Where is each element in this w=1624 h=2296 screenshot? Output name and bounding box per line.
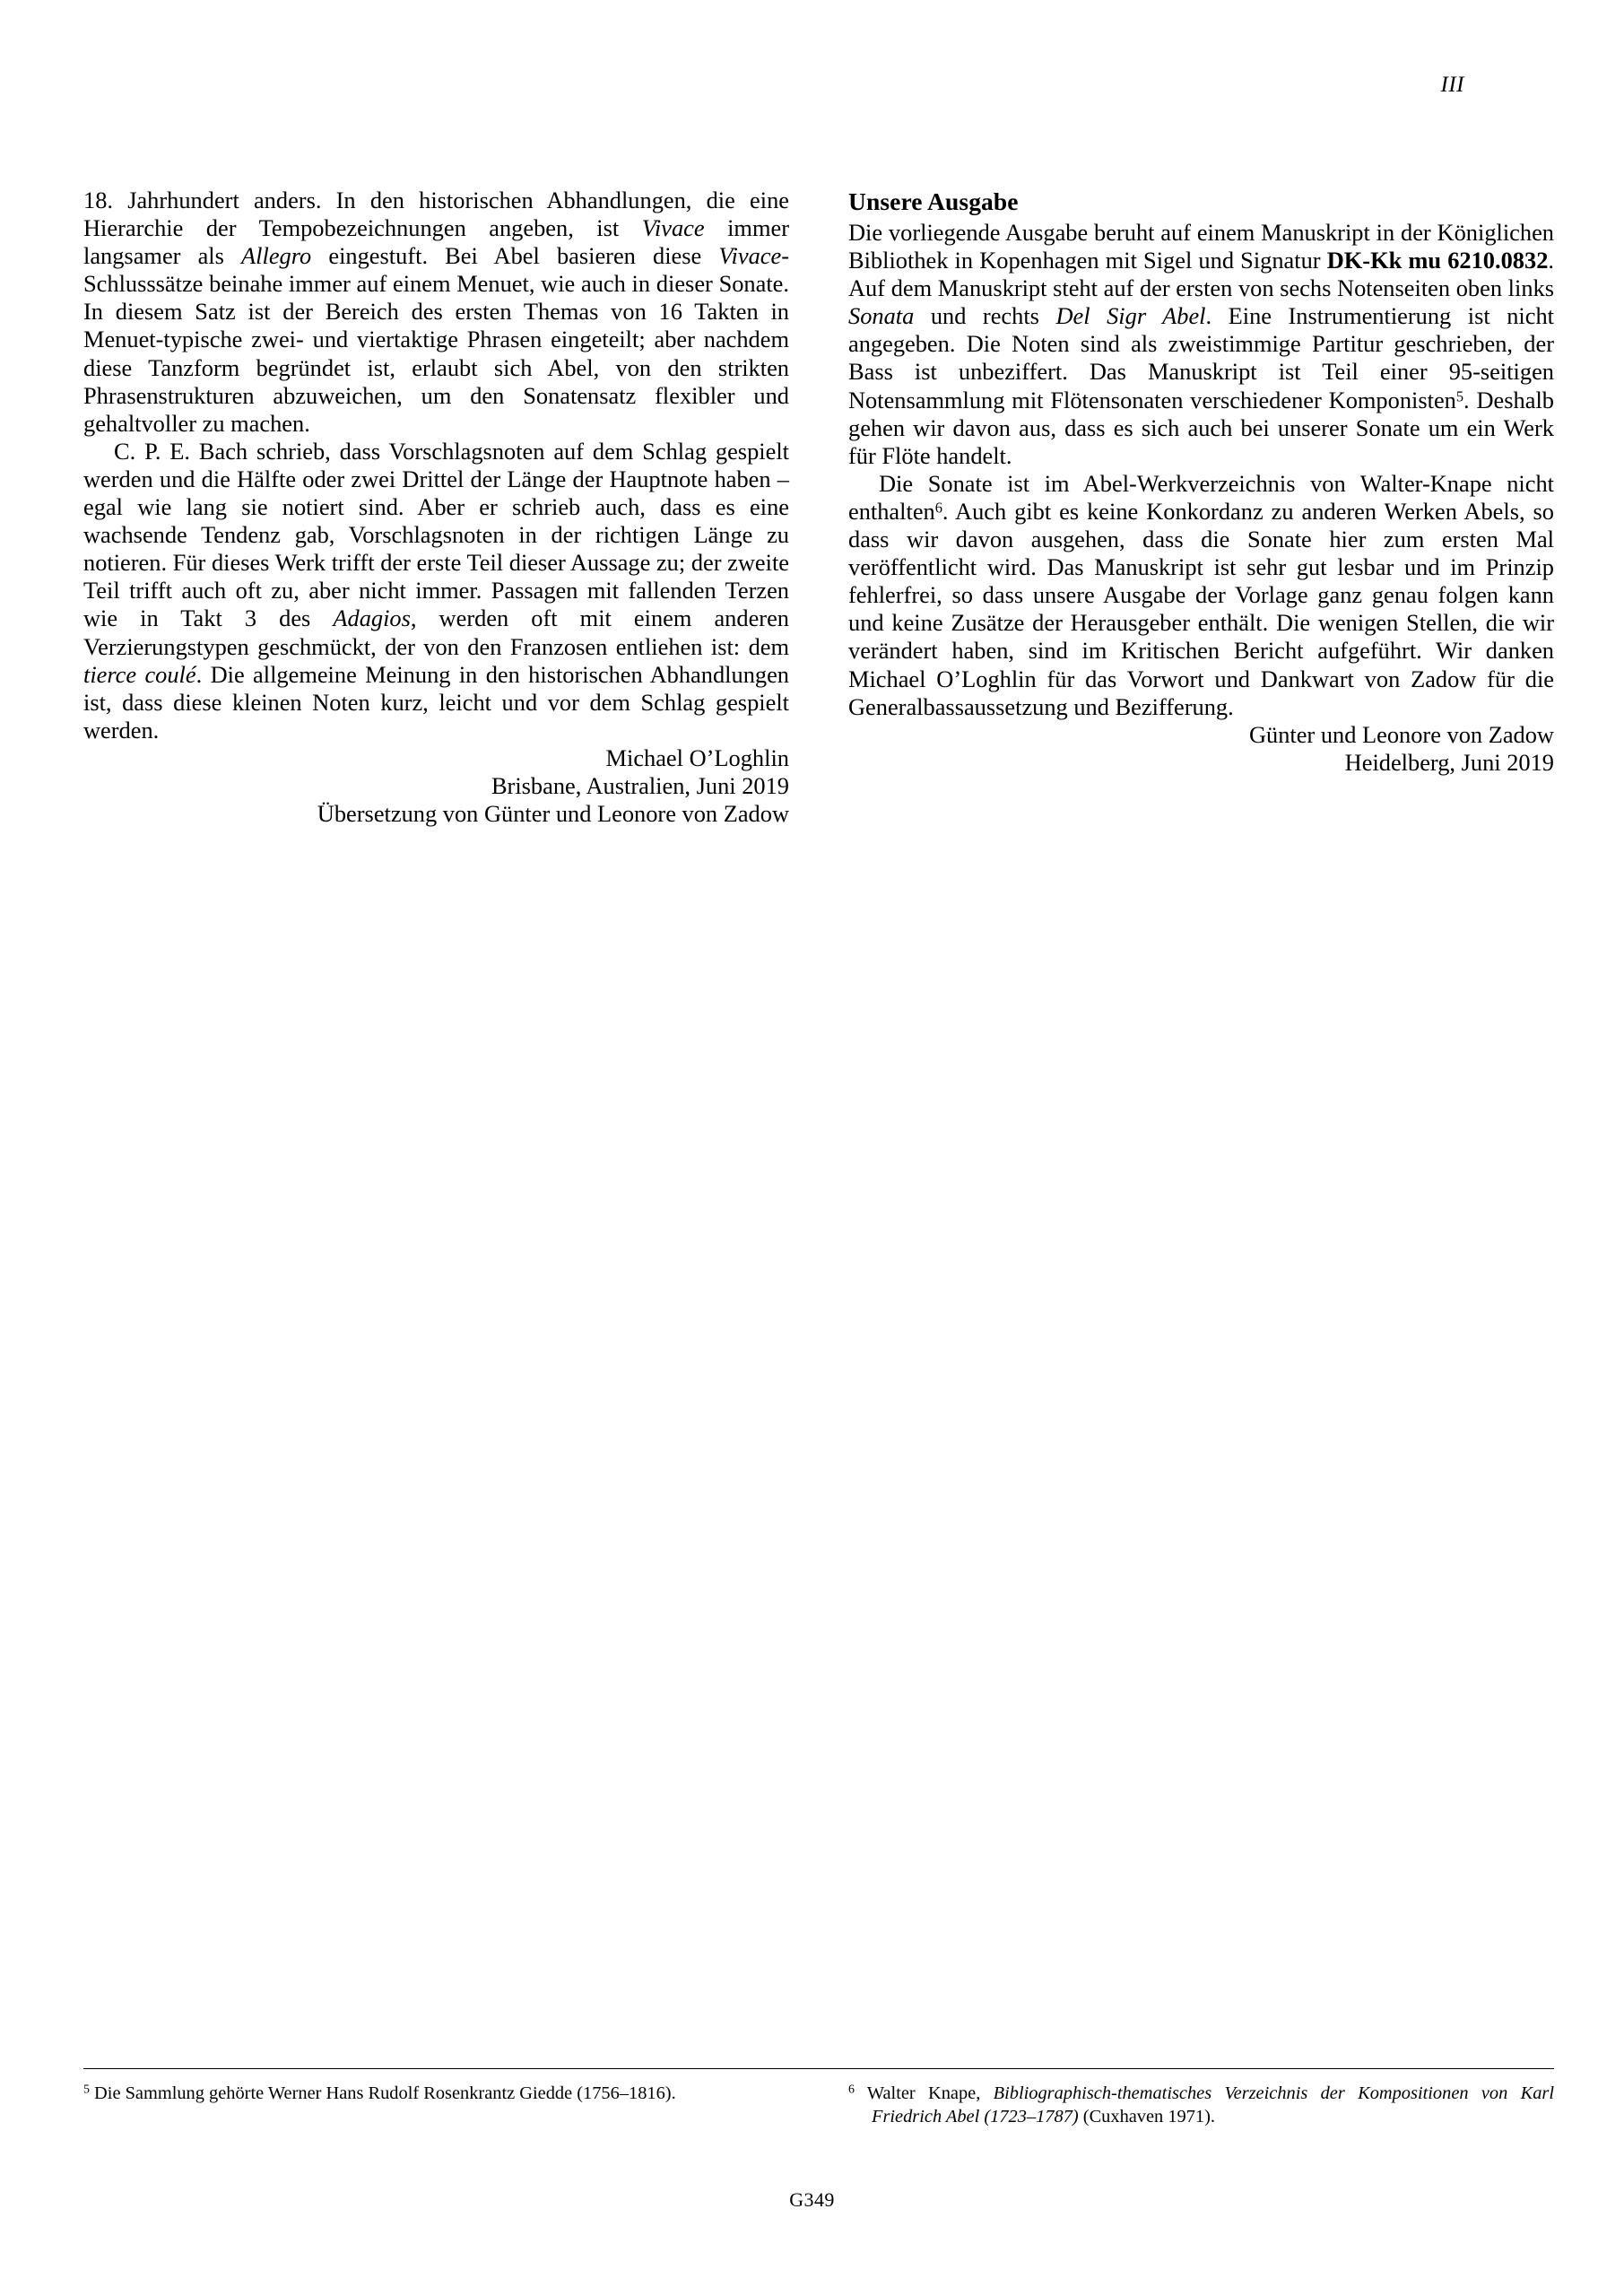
- footnote-separator-rule: [83, 2068, 1554, 2069]
- text-run: Schlusssätze beinahe immer auf einem Menuet, wie auch in dieser Sonate. In diesem Satz ist der Bereich des ersten Themas von 16 Takten in Menuet-typische zwei- und viertaktige Phrasen eingeteilt; aber nachdem diese Tanzform begründet ist, erlaubt sich Abel, von den strikten Phrasenstrukturen abzuweichen, um den Sonatensatz flexibler und gehaltvoller zu machen.: [83, 270, 789, 437]
- italic-run: Bibliographisch-thematisches Verzeichnis der Kompositionen von Karl Friedrich Abel (1723–1787): [872, 2083, 1555, 2126]
- italic-run: Allegro: [241, 242, 312, 270]
- footnote-marker: 5: [83, 2083, 90, 2097]
- body-paragraph: [848, 219, 1554, 470]
- text-run: , werden oft mit einem anderen Verzierungstypen geschmückt, der von den Franzosen entliehen ist: dem: [83, 604, 789, 660]
- left-column-signature: [83, 744, 789, 828]
- left-column: [83, 187, 789, 828]
- body-paragraph: [83, 187, 789, 438]
- text-run: C. P. E. Bach schrieb, dass Vorschlagsnoten auf dem Schlag gespielt werden und die Hälfte oder zwei Drittel der Länge der Hauptnote haben – egal wie lang sie notiert sind. Aber er schrieb auch, dass es eine wachsende Tendenz gab, Vorschlagsnoten in der richtigen Länge zu notieren. Für dieses Werk trifft der erste Teil dieser Aussage zu; der zweite Teil trifft auch oft zu, aber nicht immer. Passagen mit fallenden Terzen wie in Takt 3 des: [83, 437, 789, 632]
- text-run: . Auch gibt es keine Konkordanz zu anderen Werken Abels, so dass wir davon ausgehen, dass die Sonate hier zum ersten Mal veröffentlicht wird. Das Manuskript ist sehr gut lesbar und im Prinzip fehlerfrei, so dass unsere Ausgabe der Vorlage ganz genau folgen kann und keine Zusätze der Herausgeber enthält. Die wenigen Stellen, die wir verändert haben, sind im Kritischen Bericht aufgeführt. Wir danken Michael O’Loghlin für das Vorwort und Dankwart von Zadow für die Generalbassaussetzung und Bezifferung.: [848, 497, 1554, 720]
- signature-line: Heidelberg, Juni 2019: [1344, 748, 1554, 776]
- left-column-paragraphs: [83, 187, 789, 744]
- text-run: Walter Knape,: [866, 2083, 994, 2103]
- text-run: (Cuxhaven 1971).: [1078, 2106, 1216, 2126]
- signature-line: Brisbane, Australien, Juni 2019: [491, 771, 789, 799]
- text-run: . Deshalb gehen wir davon aus, dass es sich auch bei unserer Sonate um ein Werk für Flöte handelt.: [848, 386, 1554, 469]
- footnote-marker: 6: [848, 2083, 855, 2097]
- text-run: 18. Jahrhundert anders. In den historischen Abhandlungen, die eine Hierarchie der Tempobezeichnungen angeben, ist: [83, 187, 789, 242]
- footnote-reference-5: 5: [1455, 387, 1464, 405]
- footnote-reference-6: 6: [934, 499, 942, 517]
- plate-number-footer: G349: [789, 2188, 835, 2211]
- section-heading-unsere-ausgabe: Unsere Ausgabe: [848, 187, 1019, 215]
- footnote-text: [83, 2083, 789, 2106]
- footnote-area: [83, 2083, 1554, 2128]
- text-run: . Auf dem Manuskript steht auf der ersten von sechs Notenseiten oben links: [848, 247, 1554, 302]
- text-run: immer langsamer als: [83, 214, 789, 270]
- text-run: . Eine Instrumentierung ist nicht angegeben. Die Noten sind als zweistimmige Partitur geschrieben, der Bass ist unbeziffert. Das Manuskript ist Teil einer 95-seitigen Notensammlung mit Flötensonaten verschiedener Komponisten: [848, 302, 1554, 413]
- text-run: . Die allgemeine Meinung in den historischen Abhandlungen ist, dass diese kleinen Noten kurz, leicht und vor dem Schlag gespielt werden.: [83, 660, 789, 744]
- body-paragraph: [83, 438, 789, 744]
- running-head-folio: III: [1440, 73, 1464, 97]
- text-run: eingestuft. Bei Abel basieren diese: [311, 242, 719, 270]
- signature-line: Günter und Leonore von Zadow: [1248, 720, 1554, 748]
- italic-run: Vivace-: [718, 242, 789, 270]
- italic-run: Sonata: [848, 302, 915, 330]
- text-run: und rechts: [914, 302, 1056, 330]
- signature-line: Michael O’Loghlin: [605, 744, 789, 771]
- text-run: Die Sonate ist im Abel-Werkverzeichnis von Walter-Knape nicht enthalten: [848, 469, 1554, 525]
- text-run: Die vorliegende Ausgabe beruht auf einem Manuskript in der Königlichen Bibliothek in Kopenhagen mit Sigel und Signatur: [848, 219, 1554, 274]
- right-column-signature: [848, 721, 1554, 777]
- footnote-text: [848, 2083, 1554, 2128]
- text-run: Die Sammlung gehörte Werner Hans Rudolf Rosenkrantz Giedde (1756–1816).: [94, 2083, 676, 2103]
- bold-run: DK-Kk mu 6210.0832: [1326, 247, 1549, 274]
- italic-run: Vivace: [641, 214, 705, 242]
- footnote-6: [848, 2083, 1554, 2128]
- italic-run: Del Sigr Abel: [1055, 302, 1206, 330]
- right-column-paragraphs: [848, 219, 1554, 721]
- right-column: [848, 187, 1554, 828]
- italic-run: tierce coulé: [83, 660, 196, 688]
- body-paragraph: [848, 470, 1554, 721]
- footnote-5: [83, 2083, 789, 2128]
- two-column-body: [83, 187, 1554, 828]
- italic-run: Adagios: [333, 604, 411, 632]
- signature-line: Übersetzung von Günter und Leonore von Zadow: [317, 800, 789, 828]
